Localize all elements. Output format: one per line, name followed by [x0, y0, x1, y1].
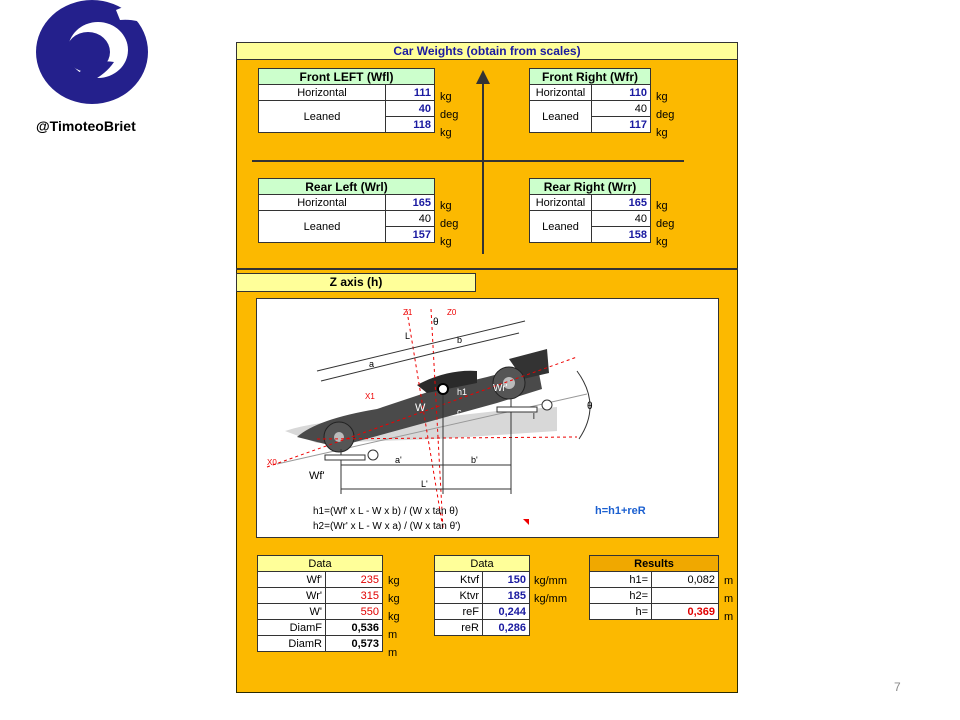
- rear-right-horizontal[interactable]: 165: [592, 195, 651, 211]
- results-table: [589, 555, 719, 620]
- data-value[interactable]: 185: [483, 588, 530, 604]
- data-value[interactable]: 0,286: [483, 620, 530, 636]
- label-b2: b': [471, 455, 478, 465]
- data-label: reR: [435, 620, 483, 636]
- result-unit: m: [724, 611, 734, 623]
- data-unit: kg: [388, 611, 400, 623]
- rear-left-table: [258, 178, 435, 243]
- car-weights-title: Car Weights (obtain from scales): [236, 42, 738, 60]
- data-table-1: [257, 555, 383, 652]
- data-value[interactable]: 0,536: [326, 620, 383, 636]
- data-label: W': [258, 604, 326, 620]
- leaned-label: Leaned: [530, 211, 592, 243]
- unit-kg: kg: [440, 200, 452, 212]
- logo-handle: @TimoteoBriet: [36, 118, 136, 134]
- label-Wf: Wf': [309, 470, 325, 482]
- result-label: h1=: [590, 572, 652, 588]
- label-x0: X0: [267, 458, 277, 467]
- unit-kg: kg: [440, 236, 452, 248]
- data-value[interactable]: 0,573: [326, 636, 383, 652]
- data-header: Data: [435, 556, 530, 572]
- formula-h1: h1=(Wf' x L - W x b) / (W x tan θ): [313, 506, 459, 517]
- data-label: reF: [435, 604, 483, 620]
- horizontal-label: Horizontal: [259, 195, 386, 211]
- rear-right-table: [529, 178, 651, 243]
- label-x1: X1: [365, 392, 375, 401]
- rear-left-leaned[interactable]: 157: [386, 227, 435, 243]
- label-theta: θ: [433, 317, 439, 328]
- front-right-horizontal[interactable]: 110: [592, 85, 651, 101]
- data-unit: m: [388, 629, 398, 641]
- label-z1: Z1: [403, 308, 413, 317]
- unit-deg: deg: [440, 218, 459, 230]
- data-unit: kg: [388, 593, 400, 605]
- z-axis-title: Z axis (h): [236, 273, 476, 292]
- formula-h: h=h1+reR: [595, 505, 646, 517]
- rear-right-angle[interactable]: 40: [592, 211, 651, 227]
- result-value: [652, 588, 719, 604]
- label-theta2: θ: [587, 401, 593, 412]
- rear-left-header: Rear Left (Wrl): [259, 179, 435, 195]
- leaned-label: Leaned: [530, 101, 592, 133]
- data-value[interactable]: 235: [326, 572, 383, 588]
- horizontal-label: Horizontal: [259, 85, 386, 101]
- rear-right-header: Rear Right (Wrr): [530, 179, 651, 195]
- label-a2: a': [395, 455, 402, 465]
- leaned-label: Leaned: [259, 101, 386, 133]
- data-label: Wf': [258, 572, 326, 588]
- horizontal-label: Horizontal: [530, 195, 592, 211]
- unit-deg: deg: [440, 109, 459, 121]
- front-right-leaned[interactable]: 117: [592, 117, 651, 133]
- data-value[interactable]: 150: [483, 572, 530, 588]
- unit-kg: kg: [656, 200, 668, 212]
- data-unit: m: [388, 647, 398, 659]
- result-label: h=: [590, 604, 652, 620]
- unit-kg: kg: [440, 91, 452, 103]
- car-diagram: [257, 299, 718, 537]
- data-unit: kg/mm: [534, 575, 567, 587]
- label-z0: Z0: [447, 308, 457, 317]
- label-L2: L': [421, 479, 428, 489]
- data-label: Wr': [258, 588, 326, 604]
- unit-kg: kg: [656, 91, 668, 103]
- label-W: W: [415, 402, 426, 414]
- label-a: a: [369, 359, 375, 369]
- result-unit: m: [724, 593, 734, 605]
- result-unit: m: [724, 575, 734, 587]
- label-L: L: [405, 331, 411, 341]
- result-value: 0,369: [652, 604, 719, 620]
- data-table-2: [434, 555, 530, 636]
- logo: [30, 0, 170, 118]
- front-left-table: [258, 68, 435, 133]
- front-left-header: Front LEFT (Wfl): [259, 69, 435, 85]
- unit-deg: deg: [656, 218, 675, 230]
- front-right-table: [529, 68, 651, 133]
- data-value[interactable]: 315: [326, 588, 383, 604]
- unit-deg: deg: [656, 109, 675, 121]
- data-header: Data: [258, 556, 383, 572]
- results-header: Results: [590, 556, 719, 572]
- data-value[interactable]: 0,244: [483, 604, 530, 620]
- front-left-angle[interactable]: 40: [386, 101, 435, 117]
- data-unit: kg/mm: [534, 593, 567, 605]
- axis-arrow-icon: [476, 70, 490, 84]
- data-label: Ktvr: [435, 588, 483, 604]
- data-unit: kg: [388, 575, 400, 587]
- label-Wr: Wr': [493, 383, 508, 394]
- formula-h2: h2=(Wr' x L - W x a) / (W x tan θ'): [313, 521, 461, 532]
- data-label: DiamF: [258, 620, 326, 636]
- front-right-header: Front Right (Wfr): [530, 69, 651, 85]
- label-c: c: [457, 407, 462, 417]
- label-l: l: [533, 412, 535, 421]
- diagram-box: [256, 298, 719, 538]
- unit-kg: kg: [656, 127, 668, 139]
- horizontal-label: Horizontal: [530, 85, 592, 101]
- axis-vertical: [482, 82, 484, 254]
- unit-kg: kg: [440, 127, 452, 139]
- axis-horizontal: [252, 160, 684, 162]
- rear-right-leaned[interactable]: 158: [592, 227, 651, 243]
- front-left-leaned[interactable]: 118: [386, 117, 435, 133]
- result-value: 0,082: [652, 572, 719, 588]
- rear-left-horizontal[interactable]: 165: [386, 195, 435, 211]
- page-number: 7: [894, 680, 901, 694]
- result-label: h2=: [590, 588, 652, 604]
- rear-left-angle[interactable]: 40: [386, 211, 435, 227]
- leaned-label: Leaned: [259, 211, 386, 243]
- front-left-horizontal[interactable]: 111: [386, 85, 435, 101]
- section-divider: [236, 268, 738, 270]
- data-label: DiamR: [258, 636, 326, 652]
- unit-kg: kg: [656, 236, 668, 248]
- data-label: Ktvf: [435, 572, 483, 588]
- logo-icon: [30, 0, 170, 118]
- front-right-angle[interactable]: 40: [592, 101, 651, 117]
- data-value[interactable]: 550: [326, 604, 383, 620]
- label-b: b: [457, 335, 463, 345]
- label-h1: h1: [457, 387, 468, 397]
